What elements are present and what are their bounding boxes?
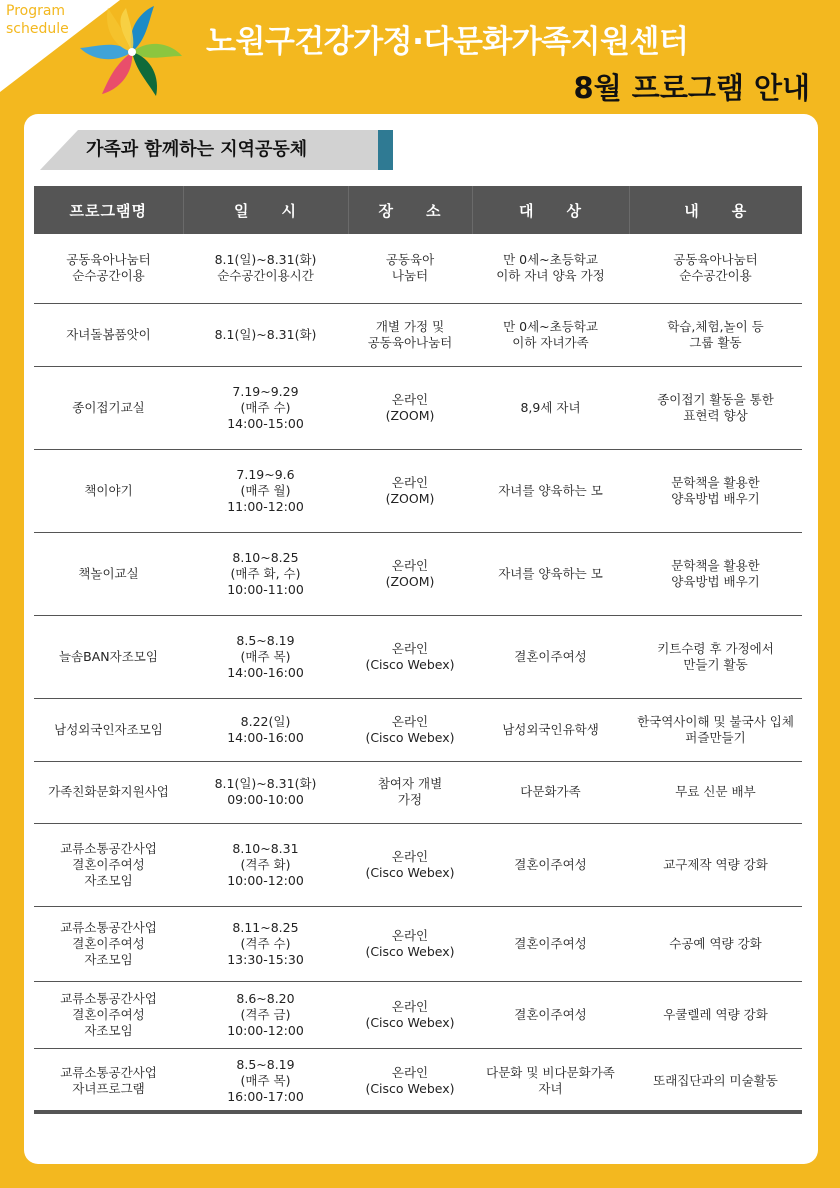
- header-datetime: 일 시: [183, 186, 348, 234]
- cell-content: 한국역사이해 및 불국사 입체 퍼즐만들기: [629, 698, 802, 761]
- cell-target: 결혼이주여성: [472, 823, 629, 906]
- cell-program-name: 교류소통공간사업 결혼이주여성 자조모임: [34, 823, 183, 906]
- cell-content: 무료 신문 배부: [629, 761, 802, 823]
- center-title: 노원구건강가정·다문화가족지원센터: [206, 24, 689, 60]
- table-row: [34, 906, 802, 981]
- table-row: [34, 1048, 802, 1113]
- pinwheel-logo-icon: [70, 2, 190, 106]
- table-row: [34, 981, 802, 1048]
- cell-datetime: 8.5~8.19 (매주 목) 14:00-16:00: [183, 615, 348, 698]
- cell-content: 우쿨렐레 역량 강화: [629, 981, 802, 1048]
- cell-program-name: 남성외국인자조모임: [34, 698, 183, 761]
- cell-datetime: 8.10~8.25 (매주 화, 수) 10:00-11:00: [183, 532, 348, 615]
- cell-place: 개별 가정 및 공동육아나눔터: [348, 303, 472, 366]
- table-row: [34, 823, 802, 906]
- table-row: [34, 234, 802, 303]
- table-bottom-border: [34, 1110, 802, 1113]
- header-content: 내 용: [629, 186, 802, 234]
- cell-target: 남성외국인유학생: [472, 698, 629, 761]
- table-row: [34, 615, 802, 698]
- cell-program-name: 늘솜BAN자조모임: [34, 615, 183, 698]
- section-title: 가족과 함께하는 지역공동체: [86, 139, 308, 160]
- cell-datetime: 8.1(일)~8.31(화) 순수공간이용시간: [183, 234, 348, 303]
- cell-place: 온라인 (ZOOM): [348, 532, 472, 615]
- program-table: [34, 186, 802, 1114]
- table-row: [34, 366, 802, 449]
- cell-datetime: 8.22(일) 14:00-16:00: [183, 698, 348, 761]
- cell-target: 자녀를 양육하는 모: [472, 449, 629, 532]
- program-guide-subtitle: 8월 프로그램 안내: [573, 71, 810, 105]
- cell-place: 공동육아 나눔터: [348, 234, 472, 303]
- cell-place: 온라인 (Cisco Webex): [348, 698, 472, 761]
- cell-content: 문학책을 활용한 양육방법 배우기: [629, 449, 802, 532]
- cell-place: 온라인 (Cisco Webex): [348, 823, 472, 906]
- cell-content: 수공예 역량 강화: [629, 906, 802, 981]
- cell-target: 만 0세~초등학교 이하 자녀가족: [472, 303, 629, 366]
- cell-program-name: 교류소통공간사업 자녀프로그램: [34, 1048, 183, 1113]
- header-place: 장 소: [348, 186, 472, 234]
- cell-datetime: 8.6~8.20 (격주 금) 10:00-12:00: [183, 981, 348, 1048]
- cell-program-name: 가족친화문화지원사업: [34, 761, 183, 823]
- table-row: [34, 761, 802, 823]
- cell-program-name: 책이야기: [34, 449, 183, 532]
- cell-place: 온라인 (Cisco Webex): [348, 981, 472, 1048]
- table-row: [34, 532, 802, 615]
- cell-datetime: 8.10~8.31 (격주 화) 10:00-12:00: [183, 823, 348, 906]
- cell-place: 온라인 (Cisco Webex): [348, 615, 472, 698]
- cell-content: 종이접기 활동을 통한 표현력 향상: [629, 366, 802, 449]
- cell-place: 참여자 개별 가정: [348, 761, 472, 823]
- cell-program-name: 종이접기교실: [34, 366, 183, 449]
- cell-datetime: 8.11~8.25 (격주 수) 13:30-15:30: [183, 906, 348, 981]
- table-row: [34, 303, 802, 366]
- cell-target: 다문화가족: [472, 761, 629, 823]
- cell-content: 학습,체험,놀이 등 그룹 활동: [629, 303, 802, 366]
- cell-place: 온라인 (Cisco Webex): [348, 906, 472, 981]
- section-accent-bar: [378, 130, 393, 170]
- cell-content: 키트수령 후 가정에서 만들기 활동: [629, 615, 802, 698]
- cell-content: 또래집단과의 미술활동: [629, 1048, 802, 1113]
- cell-datetime: 8.1(일)~8.31(화) 09:00-10:00: [183, 761, 348, 823]
- cell-program-name: 교류소통공간사업 결혼이주여성 자조모임: [34, 981, 183, 1048]
- cell-program-name: 책놀이교실: [34, 532, 183, 615]
- cell-content: 교구제작 역량 강화: [629, 823, 802, 906]
- header-target: 대 상: [472, 186, 629, 234]
- cell-place: 온라인 (Cisco Webex): [348, 1048, 472, 1113]
- cell-target: 결혼이주여성: [472, 615, 629, 698]
- cell-program-name: 교류소통공간사업 결혼이주여성 자조모임: [34, 906, 183, 981]
- header-program-name: 프로그램명: [34, 186, 183, 234]
- table-header-row: [34, 186, 802, 234]
- cell-datetime: 7.19~9.29 (매주 수) 14:00-15:00: [183, 366, 348, 449]
- cell-target: 만 0세~초등학교 이하 자녀 양육 가정: [472, 234, 629, 303]
- table-row: [34, 449, 802, 532]
- program-schedule-text: Program schedule: [6, 3, 69, 37]
- cell-content: 문학책을 활용한 양육방법 배우기: [629, 532, 802, 615]
- cell-place: 온라인 (ZOOM): [348, 366, 472, 449]
- table-row: [34, 698, 802, 761]
- cell-datetime: 8.5~8.19 (매주 목) 16:00-17:00: [183, 1048, 348, 1113]
- cell-program-name: 자녀돌봄품앗이: [34, 303, 183, 366]
- cell-content: 공동육아나눔터 순수공간이용: [629, 234, 802, 303]
- cell-datetime: 8.1(일)~8.31(화): [183, 303, 348, 366]
- cell-place: 온라인 (ZOOM): [348, 449, 472, 532]
- cell-target: 다문화 및 비다문화가족 자녀: [472, 1048, 629, 1113]
- cell-target: 결혼이주여성: [472, 906, 629, 981]
- program-schedule-label: [6, 2, 69, 38]
- cell-target: 결혼이주여성: [472, 981, 629, 1048]
- cell-datetime: 7.19~9.6 (매주 월) 11:00-12:00: [183, 449, 348, 532]
- cell-target: 자녀를 양육하는 모: [472, 532, 629, 615]
- cell-program-name: 공동육아나눔터 순수공간이용: [34, 234, 183, 303]
- cell-target: 8,9세 자녀: [472, 366, 629, 449]
